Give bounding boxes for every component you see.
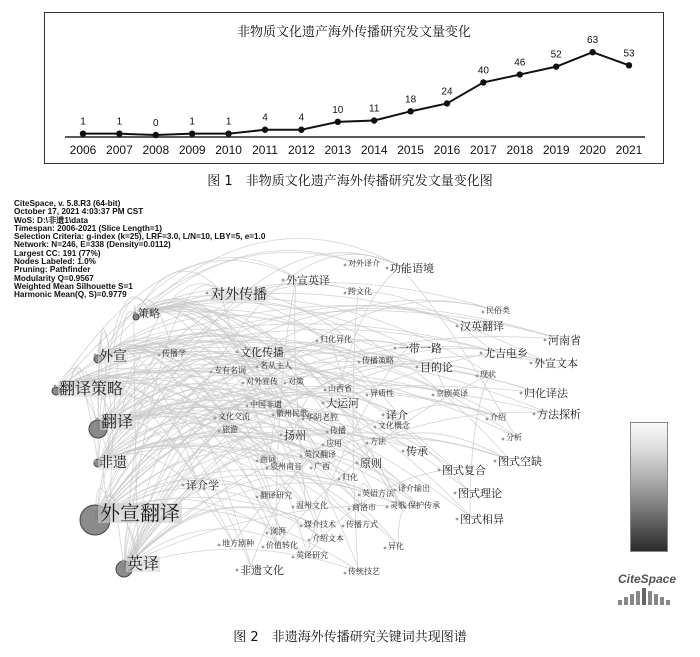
keyword-label: 传播策略 (362, 356, 394, 365)
keyword-dot (94, 354, 97, 357)
keyword-dot (520, 392, 523, 395)
x-tick-label: 2017 (470, 143, 497, 157)
keyword-label: 英译 (127, 554, 160, 573)
data-label: 1 (80, 116, 86, 128)
keyword-label: 翻译研究 (260, 491, 292, 500)
keyword-label: 文化交流 (218, 412, 250, 421)
data-label: 53 (623, 48, 635, 60)
keyword-dot (374, 426, 377, 429)
data-point (589, 49, 595, 55)
keyword-dot (344, 292, 347, 295)
keyword-dot (394, 347, 397, 350)
info-line: Weighted Mean Silhouette S=1 (14, 281, 133, 291)
keyword-label: 英译研究 (296, 551, 328, 560)
keyword-dot (394, 489, 397, 492)
keyword-dot (256, 366, 259, 369)
keyword-label: 旅游 (222, 425, 238, 434)
info-line: Pruning: Pathfinder (14, 265, 91, 275)
keyword-dot (338, 478, 341, 481)
logo-text: CiteSpace (617, 572, 677, 586)
keyword-dot (256, 496, 259, 499)
x-tick-label: 2006 (69, 143, 97, 157)
info-line: Harmonic Mean(Q, S)=0.9779 (14, 290, 127, 300)
x-tick-label: 2015 (397, 143, 424, 157)
keyword-label: 对外宣传 (246, 377, 278, 386)
data-label: 46 (514, 57, 526, 69)
keyword-dot (494, 460, 497, 463)
x-tick-label: 2016 (433, 143, 461, 157)
keyword-dot (480, 352, 483, 355)
keyword-dot (94, 507, 97, 510)
keyword-label: 归化异化 (320, 335, 352, 344)
keyword-dot (214, 417, 217, 420)
keyword-label: 策略 (138, 307, 160, 320)
x-tick-label: 2009 (178, 143, 206, 157)
keyword-dot (324, 389, 327, 392)
figure1-caption: 图 1 非物质文化遗产海外传播研究发文量变化图 (207, 174, 493, 189)
keyword-dot (386, 506, 389, 509)
keyword-dot (182, 484, 185, 487)
keyword-label: 翻译策略 (59, 379, 124, 398)
keyword-dot (358, 361, 361, 364)
keyword-label: 汉英翻译 (460, 320, 504, 333)
keyword-label: 温州文化 (296, 501, 328, 510)
keyword-label: 华阴老腔 (306, 413, 338, 422)
keyword-label: 浏湃 (270, 527, 286, 536)
keyword-label: 功能语境 (390, 262, 434, 275)
data-label: 63 (587, 35, 599, 47)
keyword-dot (402, 450, 405, 453)
keyword-label: 原则 (360, 457, 382, 470)
info-line: WoS: D:\非遗1\data (14, 215, 88, 225)
keyword-label: 对策 (288, 377, 304, 386)
data-label: 18 (405, 94, 417, 106)
info-line: Nodes Labeled: 1.0% (14, 257, 96, 267)
data-point (517, 71, 523, 77)
keyword-label: 跨文化 (348, 287, 372, 296)
keyword-label: 图式空缺 (498, 455, 542, 468)
keyword-label: 中国非遗 (250, 400, 282, 409)
keyword-dot (322, 402, 325, 405)
keyword-label: 民俗类 (486, 306, 510, 315)
keyword-dot (310, 467, 313, 470)
keyword-label: 外宣英译 (286, 274, 330, 287)
keyword-dot (280, 434, 283, 437)
data-point (335, 119, 341, 125)
keyword-dot (300, 455, 303, 458)
keyword-dot (246, 405, 249, 408)
data-label: 40 (477, 65, 489, 77)
data-label: 1 (189, 116, 195, 128)
data-label: 10 (332, 104, 344, 116)
keyword-label: 广西 (314, 462, 330, 471)
info-line: Network: N=246, E=338 (Density=0.0112) (14, 240, 171, 250)
keyword-dot (292, 556, 295, 559)
keyword-dot (256, 460, 259, 463)
keyword-dot (308, 539, 311, 542)
keyword-label: 专有名词 (214, 366, 246, 375)
keyword-dot (476, 375, 479, 378)
data-label: 52 (550, 49, 562, 61)
keyword-label: 异质性 (370, 389, 394, 398)
line-chart (45, 13, 665, 165)
keyword-dot (502, 438, 505, 441)
citespace-info (14, 200, 265, 300)
keyword-label: 京剧英译 (436, 389, 468, 398)
keyword-label: 图式理论 (458, 487, 502, 500)
keyword-label: 介绍 (490, 413, 506, 422)
keyword-label: 图式相异 (460, 513, 504, 526)
keyword-dot (218, 430, 221, 433)
keyword-label: 翻译 (101, 412, 134, 431)
keyword-dot (210, 371, 213, 374)
keyword-dot (292, 506, 295, 509)
keyword-dot (262, 546, 265, 549)
keyword-label: 河南省 (548, 334, 581, 347)
keyword-label: 归化 (342, 473, 358, 482)
x-tick-label: 2018 (506, 143, 534, 157)
figure2-caption: 图 2 非遗海外传播研究关键词共现图谱 (233, 630, 467, 645)
keyword-label: 非遗文化 (240, 564, 284, 577)
data-label: 1 (116, 116, 123, 128)
keyword-dot (236, 351, 239, 354)
keyword-label: 对外译介 (348, 259, 380, 268)
data-point (189, 130, 195, 136)
keyword-dot (382, 414, 385, 417)
keyword-dot (486, 418, 489, 421)
keyword-dot (96, 418, 99, 421)
keyword-dot (322, 444, 325, 447)
keyword-label: 英语方法 (362, 489, 394, 498)
keyword-label: 价值转化 (266, 541, 298, 550)
keyword-dot (282, 279, 285, 282)
keyword-label: 英汉翻译 (304, 450, 336, 459)
data-point (153, 132, 159, 138)
keyword-label: 译介输出 (398, 484, 430, 493)
x-tick-label: 2014 (360, 143, 388, 157)
keyword-label: 山西省 (328, 384, 352, 393)
keyword-label: 扬州 (284, 429, 306, 442)
data-point (407, 108, 413, 114)
keyword-dot (344, 264, 347, 267)
keyword-dot (218, 544, 221, 547)
keyword-dot (134, 312, 137, 315)
info-line: Largest CC: 191 (77%) (14, 248, 101, 258)
logo-bars-icon (618, 588, 676, 606)
data-label: 1 (225, 116, 232, 128)
x-tick-label: 2010 (215, 143, 242, 157)
keyword-dot (302, 418, 305, 421)
keyword-label: 外宣文本 (534, 357, 578, 370)
keyword-label: 商洛市 (352, 503, 376, 512)
keyword-label: 归化译法 (524, 387, 568, 400)
keyword-label: 译介学 (186, 479, 219, 492)
x-tick-label: 2008 (142, 143, 170, 157)
citespace-logo (612, 572, 682, 608)
keyword-dot (348, 508, 351, 511)
keyword-label: 目的论 (420, 361, 453, 374)
x-tick-label: 2012 (288, 143, 315, 157)
keyword-dot (482, 311, 485, 314)
keyword-dot (366, 394, 369, 397)
data-label: 24 (441, 86, 453, 98)
keyword-label: 外宣 (99, 349, 127, 365)
keyword-label: 外宣翻译 (100, 501, 180, 525)
data-point (626, 62, 632, 68)
keyword-dot (432, 394, 435, 397)
keyword-label: 媒介技术 (304, 520, 336, 529)
info-line: Modularity Q=0.9567 (14, 273, 94, 283)
keyword-dot (272, 414, 275, 417)
keyword-dot (358, 494, 361, 497)
keyword-dot (236, 569, 239, 572)
keyword-dot (94, 460, 97, 463)
keyword-label: 非遗 (99, 455, 127, 471)
keyword-dot (384, 547, 387, 550)
info-line: Selection Criteria: g-index (k=25), LRF=3.0, L/N=10, LBY=5, e=1.0 (14, 232, 266, 242)
x-tick-label: 2013 (324, 143, 352, 157)
keyword-label: 徽州民歌 (276, 409, 308, 418)
keyword-label: 曲词 (260, 455, 276, 464)
data-label: 4 (298, 112, 305, 124)
data-point (225, 130, 231, 136)
keyword-dot (366, 442, 369, 445)
data-point (80, 130, 86, 136)
series-line (83, 49, 629, 135)
keyword-label: 传承 (406, 445, 428, 458)
keyword-dot (158, 354, 161, 357)
x-tick-label: 2021 (615, 143, 643, 157)
keyword-dot (284, 382, 287, 385)
chart-title: 非物质文化遗产海外传播研究发文量变化 (236, 25, 471, 40)
keyword-dot (456, 325, 459, 328)
x-tick-label: 2011 (252, 143, 278, 157)
keyword-label: 异化 (388, 542, 404, 551)
info-line: CiteSpace, v. 5.8.R3 (64-bit) (14, 199, 121, 208)
data-point (262, 127, 268, 133)
x-tick-label: 2007 (106, 143, 133, 157)
data-point (480, 79, 486, 85)
keyword-label: 尤吉电乡 (484, 347, 528, 360)
keyword-label: 文化概念 (378, 421, 410, 430)
keyword-label: 传播方式 (346, 520, 378, 529)
data-point (298, 127, 304, 133)
keyword-dot (438, 469, 441, 472)
keyword-dot (122, 560, 125, 563)
keyword-dot (454, 492, 457, 495)
keyword-dot (316, 340, 319, 343)
keyword-network-figure (0, 200, 700, 610)
keyword-dot (356, 462, 359, 465)
keyword-dot (416, 366, 419, 369)
keyword-label: 方法 (370, 437, 386, 446)
keyword-label: 传统技艺 (348, 567, 380, 576)
keyword-label: 图式复合 (442, 464, 486, 477)
data-label: 0 (153, 118, 159, 129)
keyword-dot (300, 525, 303, 528)
keyword-label: 对外传播 (211, 287, 267, 303)
keyword-dot (386, 267, 389, 270)
data-label: 4 (262, 112, 268, 124)
keyword-label: 介绍文本 (312, 534, 344, 543)
keyword-dot (456, 518, 459, 521)
keyword-dot (544, 339, 547, 342)
keyword-dot (533, 413, 536, 416)
keyword-dot (242, 382, 245, 385)
keyword-dot (344, 572, 347, 575)
keyword-label: 传播学 (162, 349, 186, 358)
keyword-label: 名从主人 (260, 361, 292, 370)
data-point (116, 130, 122, 136)
data-point (444, 100, 450, 106)
keyword-dot (266, 532, 269, 535)
info-line: October 17, 2021 4:03:37 PM CST (14, 207, 144, 217)
keyword-label: 译介 (386, 409, 408, 422)
keyword-label: 方法探析 (537, 408, 581, 421)
data-point (371, 117, 377, 123)
keyword-dot (530, 362, 533, 365)
color-legend-bar (630, 422, 668, 552)
keyword-dot (54, 385, 57, 388)
keyword-label: 应用 (326, 439, 342, 448)
line-chart-panel (44, 12, 664, 164)
keyword-label: 现状 (480, 370, 496, 379)
x-tick-label: 2019 (542, 143, 570, 157)
info-line: Timespan: 2006-2021 (Slice Length=1) (14, 223, 162, 233)
keyword-label: 保护传承 (408, 501, 440, 510)
keyword-label: 分析 (506, 433, 522, 442)
keyword-label: 一带一路 (398, 342, 442, 355)
keyword-label: 大运河 (326, 397, 359, 410)
data-point (553, 63, 559, 69)
keyword-label: 文化传播 (240, 346, 284, 359)
keyword-label: 泉州南音 (270, 462, 302, 471)
keyword-label: 传播 (330, 426, 346, 435)
data-label: 11 (369, 103, 380, 115)
x-tick-label: 2020 (579, 143, 606, 157)
keyword-dot (342, 525, 345, 528)
keyword-label: 地方剧种 (222, 539, 254, 548)
keyword-dot (326, 431, 329, 434)
keyword-dot (266, 467, 269, 470)
keyword-label: 灵歌 (390, 501, 406, 510)
